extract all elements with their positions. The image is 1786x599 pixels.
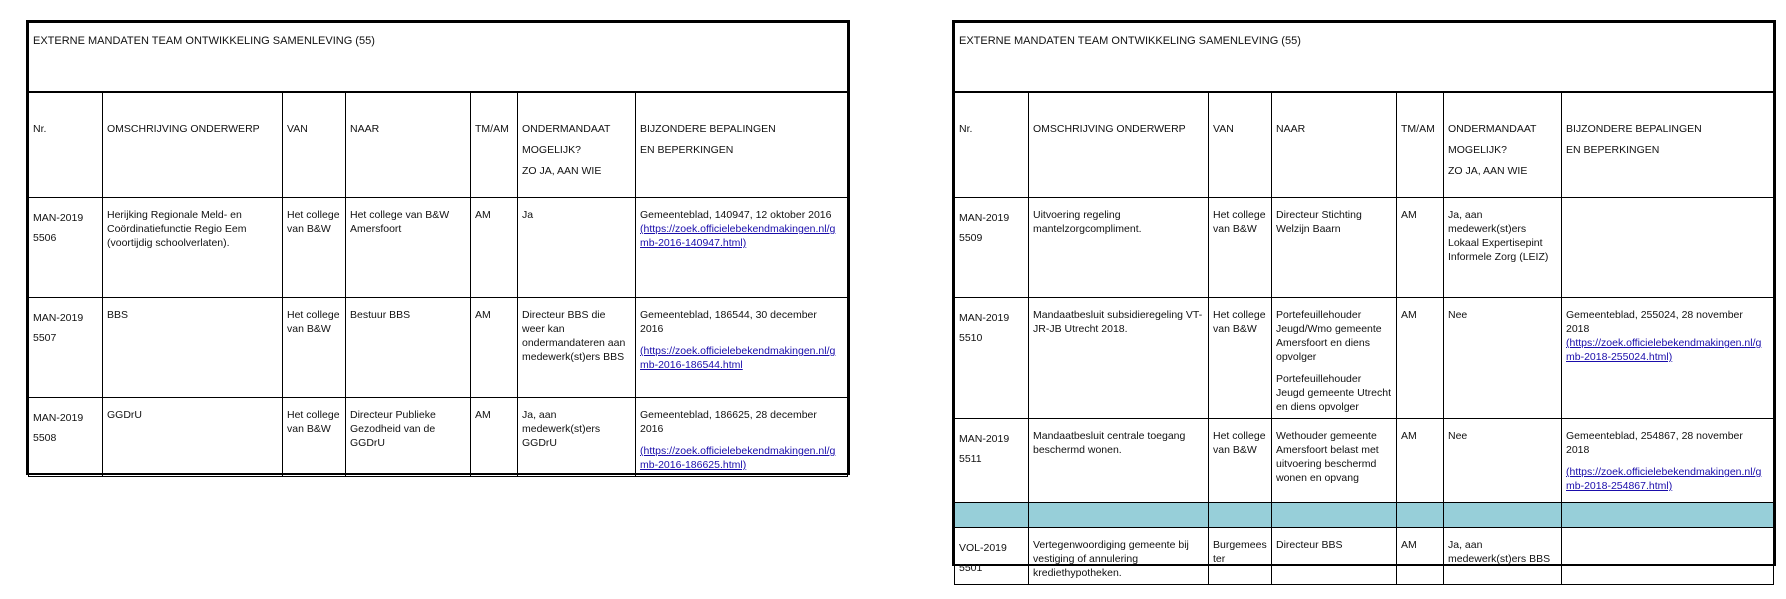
row-ondermandaat: Ja, aan medewerk(st)ers Lokaal Expertisepint Informele Zorg (LEIZ) [1444,198,1562,298]
header-ondermandaat [1444,92,1562,198]
row-bijzondere [1562,298,1774,419]
row-van: Het college van B&W [1209,298,1272,419]
header-bijzondere [636,92,848,198]
row-bijzondere [1562,198,1774,298]
header-ondermandaat-line3: ZO JA, AAN WIE [522,165,602,177]
row-naar-text: Portefeuillehouder Jeugd/Wmo gemeente Amersfoort en diens opvolger [1276,309,1382,363]
row-bijzondere-text: Gemeenteblad, 255024, 28 november 2018 [1566,309,1743,335]
row-onderwerp: Mandaatbesluit centrale toegang beschermd wonen. [1029,419,1209,503]
header-van: VAN [283,92,346,198]
header-naar: NAAR [1272,92,1397,198]
header-bijzondere-line2: EN BEPERKINGEN [1566,144,1660,156]
row-naar: Wethouder gemeente Amersfoort belast met uitvoering beschermd wonen en opvang [1272,419,1397,503]
row-onderwerp: Vertegenwoordiging gemeente bij vestiging of annulering krediethypotheken. [1029,528,1209,585]
header-onderwerp: OMSCHRIJVING ONDERWERP [103,92,283,198]
table-title: EXTERNE MANDATEN TEAM ONTWIKKELING SAMENLEVING (55) [29,23,848,93]
header-bijzondere-line1: BIJZONDERE BEPALINGEN [1566,123,1702,135]
right-mandate-table [952,20,1776,579]
row-naar: Het college van B&W Amersfoort [346,198,471,298]
row-nr: MAN-2019 5508 [29,398,103,477]
table-row [29,198,848,298]
row-van: Het college van B&W [283,298,346,398]
table-row [955,419,1774,503]
gemeenteblad-link[interactable]: (https://zoek.officielebekendmakingen.nl/gmb-2016-186544.html [640,345,836,371]
row-naar-text-2: Portefeuillehouder Jeugd gemeente Utrecht en diens opvolger [1276,373,1391,413]
header-row [955,92,1774,198]
row-nr: MAN-2019 5511 [955,419,1029,503]
row-onderwerp: Herijking Regionale Meld- en Coördinatiefunctie Regio Eem (voortijdig schoolverlaten). [103,198,283,298]
left-mandate-table [26,20,850,475]
header-bijzondere-line1: BIJZONDERE BEPALINGEN [640,123,776,135]
row-tmam: AM [471,198,518,298]
row-tmam: AM [1397,528,1444,585]
gemeenteblad-link[interactable]: (https://zoek.officielebekendmakingen.nl/gmb-2018-255024.html) [1566,337,1762,363]
row-ondermandaat: Ja, aan medewerk(st)ers GGDrU [518,398,636,477]
row-bijzondere [636,298,848,398]
row-naar: Directeur Publieke Gezodheid van de GGDrU [346,398,471,477]
row-van: Het college van B&W [1209,198,1272,298]
row-van: Het college van B&W [283,198,346,298]
row-onderwerp: BBS [103,298,283,398]
table-row [29,298,848,398]
row-van: Het college van B&W [1209,419,1272,503]
row-naar: Directeur BBS [1272,528,1397,585]
header-row [29,92,848,198]
row-bijzondere-text: Gemeenteblad, 186544, 30 december 2016 [640,309,817,335]
row-nr: MAN-2019 5509 [955,198,1029,298]
header-onderwerp: OMSCHRIJVING ONDERWERP [1029,92,1209,198]
header-ondermandaat [518,92,636,198]
row-van: Burgemeester [1209,528,1272,585]
header-ondermandaat-line3: ZO JA, AAN WIE [1448,165,1528,177]
row-nr: MAN-2019 5507 [29,298,103,398]
row-bijzondere [1562,528,1774,585]
row-nr: MAN-2019 5510 [955,298,1029,419]
row-tmam: AM [471,398,518,477]
header-tmam: TM/AM [471,92,518,198]
row-ondermandaat: Ja [518,198,636,298]
row-tmam: AM [1397,198,1444,298]
row-ondermandaat: Directeur BBS die weer kan ondermandateren aan medewerk(st)ers BBS [518,298,636,398]
table-row [955,298,1774,419]
header-van: VAN [1209,92,1272,198]
row-bijzondere-text: Gemeenteblad, 186625, 28 december 2016 [640,409,817,435]
header-ondermandaat-line2: MOGELIJK? [1448,144,1507,156]
table-row [955,528,1774,585]
header-naar: NAAR [346,92,471,198]
row-naar [1272,298,1397,419]
row-naar: Directeur Stichting Welzijn Baarn [1272,198,1397,298]
table-row [29,398,848,477]
header-ondermandaat-line2: MOGELIJK? [522,144,581,156]
header-ondermandaat-line1: ONDERMANDAAT [1448,123,1537,135]
row-bijzondere-text: Gemeenteblad, 254867, 28 november 2018 [1566,430,1743,456]
row-naar: Bestuur BBS [346,298,471,398]
row-onderwerp: GGDrU [103,398,283,477]
row-onderwerp: Uitvoering regeling mantelzorgcompliment. [1029,198,1209,298]
highlighted-separator-row [955,503,1774,528]
row-bijzondere [636,198,848,298]
row-bijzondere [636,398,848,477]
row-tmam: AM [1397,419,1444,503]
row-ondermandaat: Nee [1444,298,1562,419]
header-ondermandaat-line1: ONDERMANDAAT [522,123,611,135]
gemeenteblad-link[interactable]: (https://zoek.officielebekendmakingen.nl/gmb-2016-186625.html) [640,445,836,471]
row-tmam: AM [471,298,518,398]
header-bijzondere [1562,92,1774,198]
row-onderwerp: Mandaatbesluit subsidieregeling VT-JR-JB Utrecht 2018. [1029,298,1209,419]
row-bijzondere [1562,419,1774,503]
header-nr: Nr. [29,92,103,198]
table-title: EXTERNE MANDATEN TEAM ONTWIKKELING SAMENLEVING (55) [955,23,1774,93]
row-ondermandaat: Nee [1444,419,1562,503]
gemeenteblad-link[interactable]: (https://zoek.officielebekendmakingen.nl/gmb-2018-254867.html) [1566,466,1762,492]
header-bijzondere-line2: EN BEPERKINGEN [640,144,734,156]
gemeenteblad-link[interactable]: (https://zoek.officielebekendmakingen.nl/gmb-2016-140947.html) [640,223,836,249]
row-nr: VOL-2019 5501 [955,528,1029,585]
table-row [955,198,1774,298]
row-van: Het college van B&W [283,398,346,477]
header-tmam: TM/AM [1397,92,1444,198]
row-nr: MAN-2019 5506 [29,198,103,298]
header-nr: Nr. [955,92,1029,198]
row-tmam: AM [1397,298,1444,419]
row-ondermandaat: Ja, aan medewerk(st)ers BBS [1444,528,1562,585]
row-bijzondere-text: Gemeenteblad, 140947, 12 oktober 2016 [640,209,832,221]
